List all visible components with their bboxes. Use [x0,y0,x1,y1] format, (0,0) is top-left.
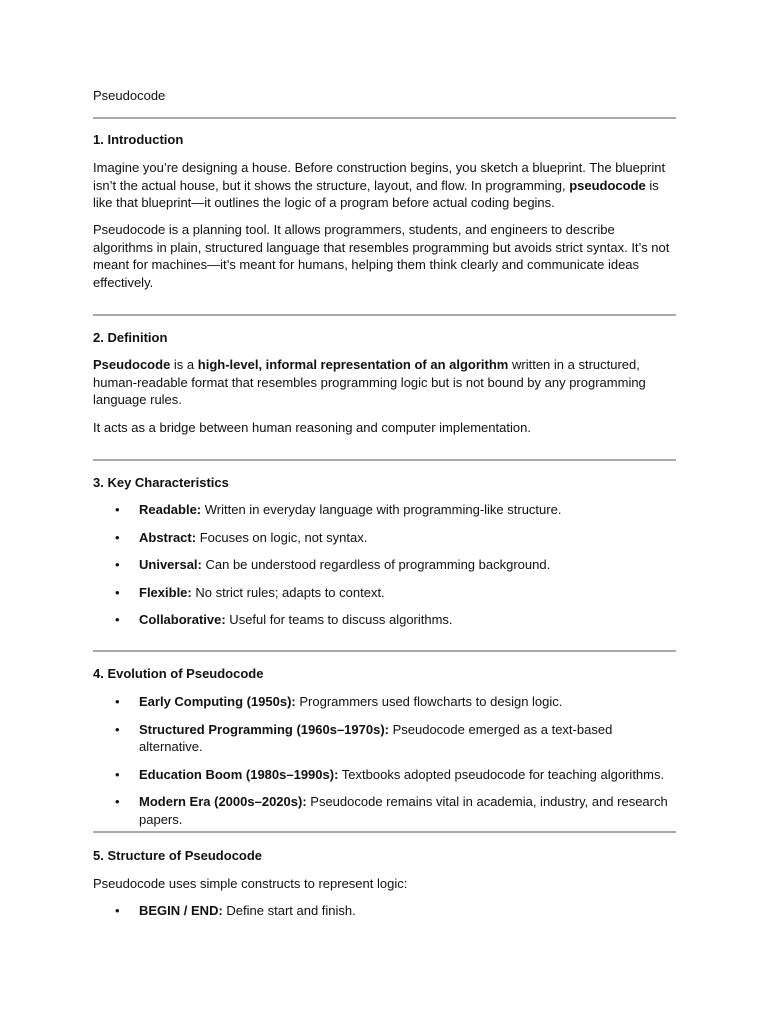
section-heading-key-characteristics: 3. Key Characteristics [93,475,229,490]
bullet-icon: • [115,612,120,628]
section-divider [93,459,676,461]
bullet-icon: • [115,502,120,517]
bullet-icon: • [115,694,120,709]
section-heading-definition: 2. Definition [93,330,168,345]
list-item: • BEGIN / END: Define start and finish. [115,903,356,918]
list-item: • Readable: Written in everyday language with programming-like structure. [115,502,562,517]
bullet-icon: • [115,529,120,545]
list-item: • Education Boom (1980s–1990s): Textbooks adopted pseudocode for teaching algorithms. [115,766,665,782]
list-item: • Universal: Can be understood regardless of programming background. [115,557,551,573]
definition-paragraph-1: Pseudocode is a high-level, informal representation of an algorithm written in a structured, human-readable format that resembles programming logic but is not bound by any programming language rules. [93,357,646,408]
document-title: Pseudocode [93,88,166,103]
intro-paragraph-2: Pseudocode is a planning tool. It allows programmers, students, and engineers to describe algorithms in plain, structured language that resembles programming but avoids strict syntax. It’s not meant for machines—it’s meant for humans, helping them think clearly and communicate ideas effectively. [93,222,670,290]
bullet-icon: • [115,557,120,573]
bullet-icon: • [115,721,120,737]
bullet-icon: • [115,794,120,810]
section-heading-introduction: 1. Introduction [93,132,184,147]
section-divider [93,117,676,119]
section-heading-evolution: 4. Evolution of Pseudocode [93,666,264,681]
section-divider [93,650,676,652]
section-heading-structure: 5. Structure of Pseudocode [93,848,263,863]
bullet-icon: • [115,766,120,782]
list-item: • Structured Programming (1960s–1970s): Pseudocode emerged as a text-based alternative. [115,721,613,755]
evolution-list [93,693,676,839]
list-item: • Abstract: Focuses on logic, not syntax. [115,529,368,545]
definition-paragraph-2: It acts as a bridge between human reasoning and computer implementation. [93,420,531,435]
structure-list [93,902,676,930]
section-divider [93,314,676,316]
key-characteristics-list [93,501,676,639]
bullet-icon: • [115,903,120,918]
bullet-icon: • [115,584,120,600]
list-item: • Modern Era (2000s–2020s): Pseudocode remains vital in academia, industry, and research papers. [115,794,668,827]
section-divider [93,831,676,833]
list-item: • Flexible: No strict rules; adapts to context. [115,584,385,600]
structure-paragraph: Pseudocode uses simple constructs to represent logic: [93,876,408,891]
list-item: • Collaborative: Useful for teams to discuss algorithms. [115,612,453,628]
list-item: • Early Computing (1950s): Programmers used flowcharts to design logic. [115,694,563,709]
intro-paragraph-1: Imagine you’re designing a house. Before construction begins, you sketch a blueprint. The blueprint isn’t the actual house, but it shows the structure, layout, and flow. In programming, pseudocode is like that blueprint—it outlines the logic of a program before actual coding begins. [93,160,666,211]
